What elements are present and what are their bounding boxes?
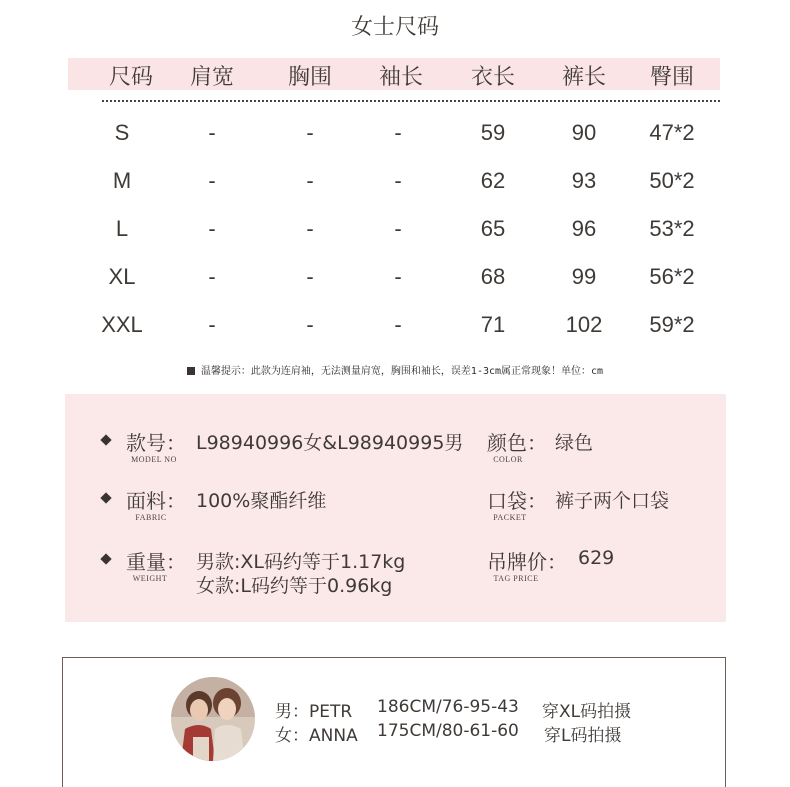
cell-size: M (112, 168, 132, 193)
weight-label: 重量： (126, 550, 186, 574)
female-name: ANNA (309, 726, 358, 746)
square-bullet-icon (187, 367, 195, 375)
packet-value: 裤子两个口袋 (555, 490, 670, 512)
cell-pants-length: 90 (571, 120, 597, 145)
cell-size: XXL (101, 312, 143, 337)
cell-chest: - (306, 216, 314, 241)
cell-pants-length: 93 (571, 168, 597, 193)
cell-size: S (114, 120, 130, 145)
header-sleeve: 袖长 (378, 65, 424, 90)
table-row (0, 168, 790, 208)
header-size: 尺码 (108, 65, 154, 90)
cell-shoulder: - (208, 264, 216, 289)
cell-length: 68 (480, 264, 506, 289)
weight-sublabel: WEIGHT (132, 574, 168, 583)
tag-price-label: 吊牌价： (487, 550, 567, 574)
color-label: 颜色： (487, 431, 547, 455)
cell-chest: - (306, 120, 314, 145)
fabric-sublabel: FABRIC (135, 513, 167, 522)
cell-sleeve: - (394, 168, 402, 193)
male-measurements: 186CM/76-95-43 (377, 697, 519, 717)
cell-hip: 59*2 (649, 312, 695, 337)
fabric-label: 面料： (126, 489, 186, 513)
cell-length: 59 (480, 120, 506, 145)
cell-shoulder: - (208, 120, 216, 145)
cell-size: XL (108, 264, 136, 289)
color-value: 绿色 (555, 432, 594, 454)
cell-sleeve: - (394, 216, 402, 241)
cell-sleeve: - (394, 312, 402, 337)
male-model-line (275, 697, 352, 722)
male-label: 男： (275, 702, 309, 722)
cell-hip: 50*2 (649, 168, 695, 193)
cell-length: 62 (480, 168, 506, 193)
cell-length: 71 (480, 312, 506, 337)
female-label: 女： (275, 726, 309, 746)
cell-chest: - (306, 312, 314, 337)
note-text: 温馨提示：此款为连肩袖，无法测量肩宽，胸围和袖长，误差1-3cm属正常现象！单位：cm (200, 366, 604, 377)
cell-sleeve: - (394, 120, 402, 145)
cell-pants-length: 102 (565, 312, 603, 337)
table-divider (102, 100, 720, 102)
cell-length: 65 (480, 216, 506, 241)
packet-label: 口袋： (487, 489, 547, 513)
table-row (0, 264, 790, 304)
weight-value-female: 女款:L码约等于0.96kg (196, 575, 393, 597)
color-sublabel: COLOR (493, 455, 523, 464)
page-title: 女士尺码 (350, 15, 439, 40)
header-length: 衣长 (470, 65, 516, 90)
table-row (0, 216, 790, 256)
male-name: PETR (309, 702, 353, 722)
measurement-note (0, 362, 790, 377)
cell-shoulder: - (208, 168, 216, 193)
female-model-line (275, 721, 358, 746)
cell-sleeve: - (394, 264, 402, 289)
header-chest: 胸围 (287, 65, 333, 90)
models-photo-icon (171, 677, 255, 761)
header-pants-length: 裤长 (561, 65, 607, 90)
cell-shoulder: - (208, 216, 216, 241)
female-wears: 穿L码拍摄 (544, 726, 622, 746)
cell-chest: - (306, 168, 314, 193)
cell-size: L (115, 216, 129, 241)
model-no-sublabel: MODEL NO (131, 455, 177, 464)
cell-hip: 56*2 (649, 264, 695, 289)
fabric-value: 100%聚酯纤维 (196, 490, 327, 512)
cell-pants-length: 99 (571, 264, 597, 289)
table-row (0, 120, 790, 160)
header-hip: 臀围 (649, 65, 695, 90)
male-wears: 穿XL码拍摄 (542, 702, 632, 722)
tag-price-sublabel: TAG PRICE (493, 574, 539, 583)
header-shoulder: 肩宽 (189, 65, 235, 90)
cell-pants-length: 96 (571, 216, 597, 241)
model-no-label: 款号： (126, 431, 186, 455)
avatar (171, 677, 255, 761)
packet-sublabel: PACKET (493, 513, 527, 522)
model-no-value: L98940996女&L98940995男 (196, 432, 464, 454)
tag-price-value: 629 (578, 547, 615, 569)
cell-hip: 53*2 (649, 216, 695, 241)
cell-chest: - (306, 264, 314, 289)
female-measurements: 175CM/80-61-60 (377, 721, 519, 741)
cell-shoulder: - (208, 312, 216, 337)
cell-hip: 47*2 (649, 120, 695, 145)
weight-value-male: 男款:XL码约等于1.17kg (196, 551, 406, 573)
table-row (0, 312, 790, 352)
